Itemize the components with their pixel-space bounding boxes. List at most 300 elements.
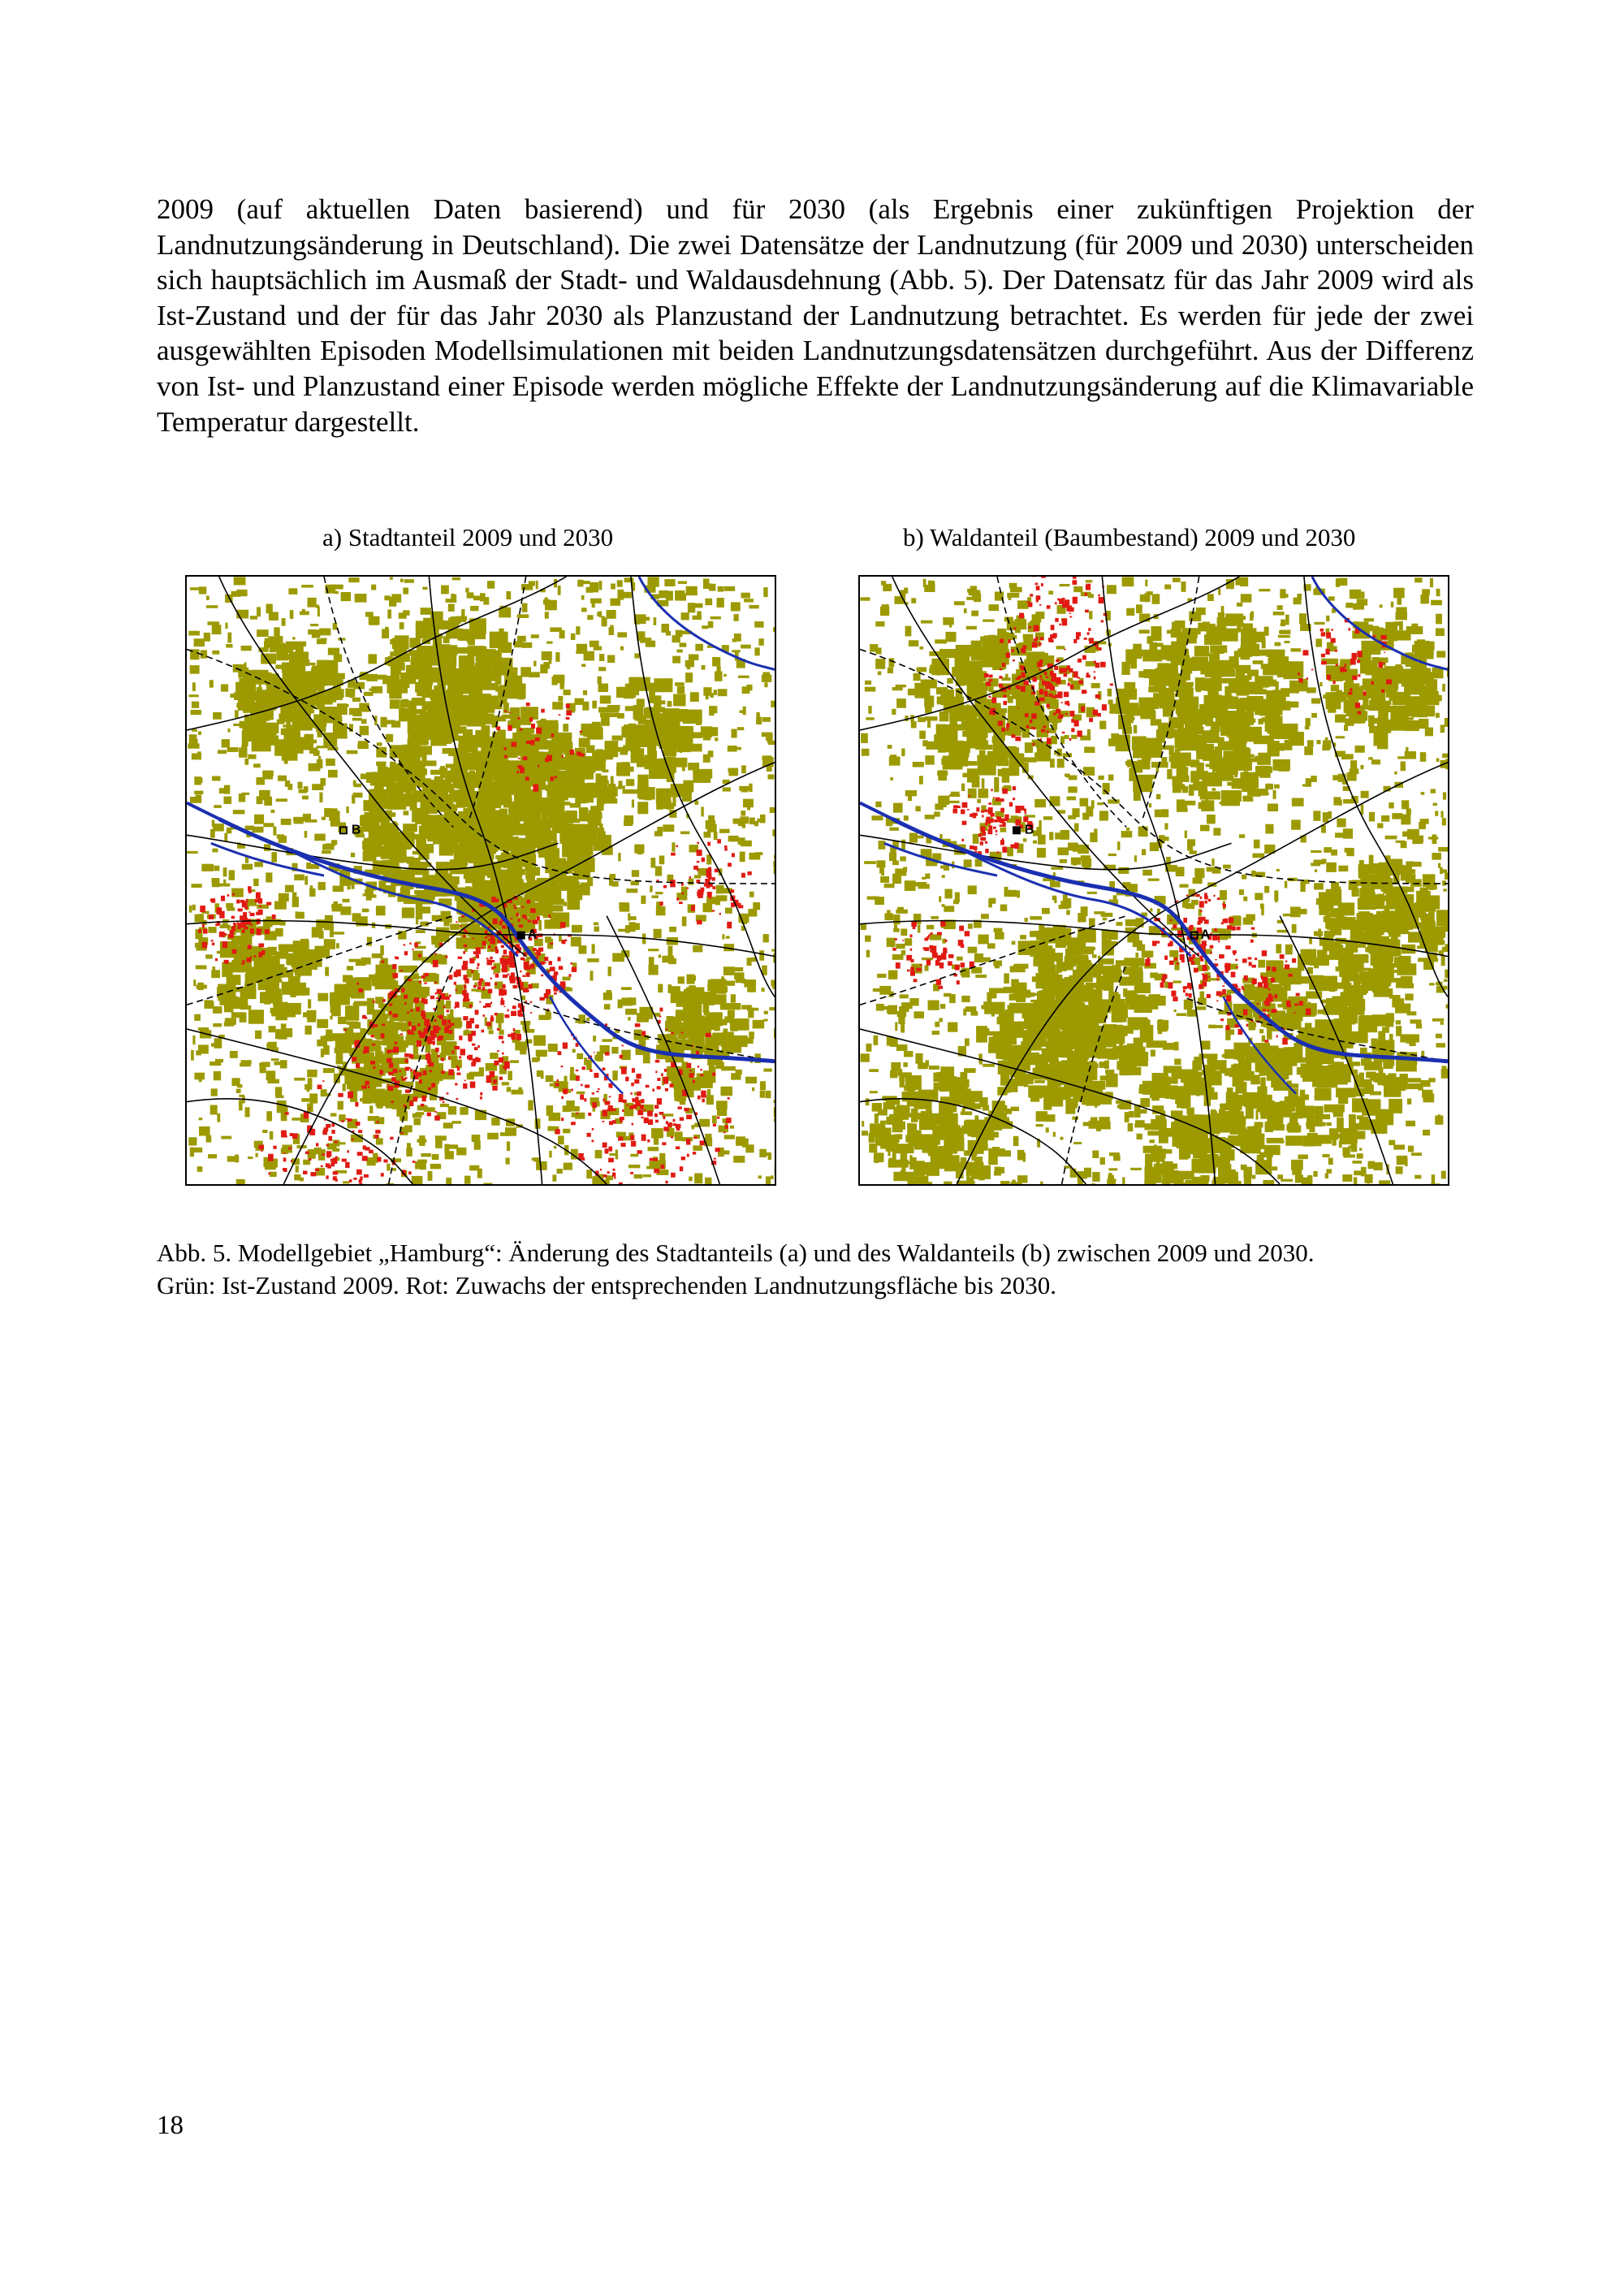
- land-patch: [758, 1175, 762, 1178]
- increase-patch: [404, 995, 408, 999]
- land-patch: [957, 957, 963, 961]
- land-patch: [416, 1176, 418, 1179]
- increase-patch: [698, 1096, 701, 1100]
- land-patch: [402, 907, 415, 918]
- land-patch: [386, 734, 393, 742]
- land-patch: [558, 1135, 564, 1144]
- land-patch: [617, 713, 624, 719]
- land-patch: [651, 1128, 663, 1138]
- increase-patch: [303, 1170, 307, 1174]
- land-patch: [740, 816, 749, 824]
- land-patch: [870, 1091, 878, 1093]
- land-patch: [378, 765, 386, 770]
- land-patch: [306, 863, 311, 869]
- increase-patch: [404, 1105, 406, 1108]
- land-patch: [928, 1001, 939, 1010]
- land-patch: [896, 685, 906, 687]
- land-patch: [741, 593, 750, 599]
- land-patch: [741, 811, 745, 815]
- land-patch: [317, 638, 326, 644]
- land-patch: [416, 919, 418, 924]
- increase-patch: [410, 1069, 412, 1072]
- land-patch: [528, 1100, 533, 1111]
- land-patch: [296, 988, 309, 996]
- increase-patch: [572, 967, 577, 972]
- increase-patch: [506, 955, 508, 957]
- land-patch: [491, 662, 498, 678]
- increase-patch: [523, 756, 528, 760]
- marker-label-b: B: [351, 823, 361, 837]
- land-patch: [241, 746, 247, 754]
- increase-patch: [344, 1029, 347, 1031]
- increase-patch: [530, 963, 534, 968]
- land-patch: [594, 927, 599, 932]
- land-patch: [971, 611, 978, 616]
- land-patch: [733, 614, 738, 621]
- increase-patch: [492, 1086, 497, 1091]
- land-patch: [312, 784, 323, 790]
- land-patch: [731, 994, 736, 1002]
- increase-patch: [288, 1148, 292, 1150]
- increase-patch: [664, 1069, 667, 1072]
- increase-patch: [516, 913, 520, 916]
- land-patch: [431, 655, 451, 665]
- increase-patch: [504, 711, 507, 712]
- land-patch: [391, 685, 400, 698]
- increase-patch: [410, 1010, 412, 1012]
- land-patch: [771, 701, 775, 707]
- land-patch: [1000, 1181, 1009, 1184]
- increase-patch: [408, 1031, 413, 1035]
- land-patch: [349, 708, 361, 716]
- land-patch: [369, 616, 380, 625]
- land-patch: [507, 1087, 511, 1092]
- increase-patch: [459, 1056, 461, 1058]
- increase-patch: [576, 1070, 578, 1071]
- land-patch: [217, 1113, 220, 1122]
- land-patch: [443, 783, 450, 792]
- land-patch: [351, 853, 355, 858]
- land-patch: [710, 616, 721, 620]
- land-patch: [1411, 1152, 1422, 1156]
- land-patch: [695, 644, 703, 651]
- increase-patch: [530, 1001, 533, 1003]
- increase-patch: [464, 975, 468, 980]
- land-patch: [192, 682, 196, 691]
- increase-patch: [449, 975, 453, 979]
- land-patch: [689, 985, 696, 995]
- land-patch: [638, 728, 653, 741]
- increase-patch: [330, 1161, 335, 1166]
- land-patch: [483, 815, 495, 822]
- land-patch: [490, 632, 508, 648]
- increase-patch: [676, 897, 679, 900]
- land-patch: [774, 1107, 775, 1117]
- land-patch: [231, 889, 244, 897]
- land-patch: [463, 729, 473, 739]
- increase-patch: [700, 1140, 705, 1145]
- increase-patch: [507, 958, 512, 965]
- land-patch: [889, 828, 899, 831]
- land-patch: [637, 698, 645, 707]
- increase-patch: [554, 776, 556, 778]
- increase-patch: [246, 919, 251, 924]
- land-patch: [241, 646, 252, 651]
- increase-patch: [495, 1013, 498, 1015]
- land-patch: [1030, 916, 1042, 919]
- land-patch: [915, 1053, 922, 1064]
- land-patch: [1213, 828, 1220, 835]
- increase-patch: [395, 957, 399, 959]
- increase-patch: [592, 1139, 594, 1142]
- increase-patch: [456, 989, 457, 992]
- land-patch: [611, 1047, 618, 1053]
- increase-patch: [346, 1118, 348, 1120]
- increase-patch: [691, 906, 695, 910]
- land-patch: [467, 592, 474, 598]
- land-patch: [1230, 1029, 1234, 1035]
- increase-patch: [503, 747, 506, 750]
- land-patch: [223, 867, 227, 876]
- increase-patch: [638, 1104, 640, 1106]
- increase-patch: [283, 1152, 285, 1154]
- increase-patch: [558, 1051, 562, 1055]
- increase-patch: [523, 958, 525, 961]
- land-patch: [1134, 855, 1137, 862]
- increase-patch: [374, 1024, 378, 1027]
- land-patch: [612, 1070, 617, 1080]
- marker-label-a: A: [527, 927, 538, 942]
- land-patch: [626, 779, 634, 786]
- land-patch: [231, 1078, 240, 1086]
- increase-patch: [495, 974, 499, 978]
- increase-patch: [577, 1113, 578, 1115]
- increase-patch: [631, 1141, 636, 1147]
- increase-patch: [490, 1017, 495, 1022]
- land-patch: [733, 1156, 745, 1163]
- land-patch: [594, 922, 598, 925]
- land-patch: [194, 776, 201, 785]
- land-patch: [965, 1038, 970, 1045]
- increase-patch: [404, 1002, 406, 1005]
- land-patch: [1252, 854, 1264, 858]
- land-patch: [1263, 1180, 1274, 1184]
- land-patch: [316, 919, 325, 928]
- increase-patch: [246, 958, 251, 962]
- increase-patch: [356, 1063, 360, 1068]
- increase-patch: [437, 1055, 439, 1057]
- land-patch: [533, 1157, 540, 1161]
- land-patch: [719, 829, 730, 833]
- land-patch: [309, 889, 315, 897]
- increase-patch: [401, 1132, 404, 1134]
- land-patch: [635, 923, 640, 930]
- land-patch: [288, 588, 297, 595]
- land-patch: [889, 658, 895, 667]
- land-patch: [551, 602, 556, 608]
- increase-patch: [455, 1046, 460, 1049]
- land-patch: [720, 1087, 732, 1096]
- land-patch: [333, 724, 348, 739]
- increase-patch: [602, 1067, 605, 1070]
- land-patch: [630, 1154, 638, 1157]
- land-patch: [741, 765, 746, 773]
- land-patch: [503, 842, 522, 851]
- land-patch: [577, 1092, 585, 1094]
- land-patch: [360, 726, 369, 736]
- land-patch: [307, 598, 316, 608]
- land-patch: [440, 835, 446, 850]
- land-patch: [736, 1136, 745, 1146]
- land-patch: [1190, 850, 1197, 854]
- land-patch: [1391, 602, 1393, 608]
- land-patch: [375, 997, 383, 1004]
- increase-patch: [322, 1131, 327, 1135]
- increase-patch: [707, 842, 710, 846]
- land-patch: [552, 1174, 556, 1181]
- land-patch: [517, 636, 526, 642]
- land-patch: [738, 676, 749, 678]
- land-patch: [520, 1046, 526, 1055]
- land-patch: [1136, 604, 1142, 613]
- increase-patch: [537, 949, 541, 956]
- land-patch: [187, 851, 198, 854]
- increase-patch: [660, 902, 663, 906]
- increase-patch: [679, 902, 683, 904]
- land-patch: [712, 657, 720, 667]
- land-patch: [921, 620, 932, 624]
- land-patch: [618, 929, 628, 932]
- land-patch: [1164, 585, 1171, 590]
- land-patch: [420, 712, 430, 725]
- increase-patch: [243, 912, 247, 918]
- land-patch: [1396, 607, 1406, 614]
- land-patch: [1167, 769, 1172, 779]
- increase-patch: [614, 1177, 615, 1179]
- land-patch: [219, 788, 225, 793]
- land-patch: [596, 776, 608, 787]
- increase-patch: [443, 1006, 446, 1008]
- increase-patch: [495, 966, 496, 968]
- land-patch: [189, 734, 197, 745]
- land-patch: [1335, 832, 1343, 837]
- land-patch: [597, 1052, 603, 1062]
- land-patch: [262, 771, 273, 780]
- land-patch: [774, 1118, 775, 1122]
- land-patch: [1098, 776, 1104, 780]
- increase-patch: [437, 989, 443, 994]
- land-patch: [263, 823, 274, 827]
- land-patch: [222, 739, 230, 747]
- land-patch: [278, 776, 287, 781]
- land-patch: [875, 659, 885, 669]
- increase-patch: [472, 1044, 475, 1046]
- increase-patch: [255, 899, 259, 902]
- land-patch: [500, 1132, 511, 1136]
- increase-patch: [503, 1006, 505, 1007]
- land-patch: [193, 979, 196, 986]
- land-patch: [632, 799, 634, 807]
- land-patch: [326, 759, 335, 766]
- increase-patch: [504, 1014, 507, 1017]
- land-patch: [302, 609, 305, 614]
- increase-patch: [462, 965, 467, 970]
- increase-patch: [388, 1086, 394, 1091]
- land-patch: [307, 1070, 317, 1077]
- land-patch: [328, 770, 338, 778]
- land-patch: [324, 808, 331, 817]
- land-patch: [487, 581, 495, 589]
- land-patch: [446, 599, 457, 603]
- increase-patch: [258, 943, 264, 947]
- increase-patch: [698, 893, 703, 898]
- increase-patch: [449, 1030, 453, 1034]
- increase-patch: [659, 1112, 664, 1115]
- land-patch: [308, 629, 317, 634]
- increase-patch: [479, 979, 483, 982]
- land-patch: [387, 1164, 390, 1171]
- land-patch: [509, 869, 525, 875]
- land-patch: [281, 819, 292, 825]
- land-patch: [667, 701, 672, 707]
- increase-patch: [663, 1126, 669, 1131]
- increase-patch: [670, 1083, 674, 1087]
- land-patch: [255, 1031, 261, 1039]
- land-patch: [190, 665, 200, 674]
- land-patch: [275, 1087, 282, 1096]
- land-patch: [1441, 1171, 1446, 1179]
- increase-patch: [560, 981, 566, 987]
- land-patch: [862, 1121, 864, 1126]
- increase-patch: [381, 1033, 385, 1038]
- land-patch: [309, 763, 321, 772]
- land-patch: [584, 651, 594, 661]
- increase-patch: [417, 1040, 421, 1047]
- increase-patch: [502, 989, 505, 992]
- increase-patch: [686, 1114, 692, 1119]
- land-patch: [348, 886, 351, 890]
- increase-patch: [571, 1122, 576, 1125]
- land-patch: [696, 718, 702, 725]
- increase-patch: [468, 1036, 472, 1041]
- land-patch: [266, 988, 279, 1000]
- land-patch: [453, 756, 469, 769]
- land-patch: [212, 819, 215, 826]
- land-patch: [512, 1090, 524, 1095]
- land-patch: [558, 586, 561, 595]
- land-patch: [1149, 803, 1151, 807]
- land-patch: [637, 802, 648, 814]
- land-patch: [404, 579, 414, 583]
- land-patch: [726, 936, 730, 938]
- increase-patch: [663, 1077, 669, 1084]
- land-patch: [968, 885, 977, 894]
- land-patch: [476, 868, 482, 883]
- increase-patch: [435, 1048, 439, 1052]
- increase-patch: [360, 1176, 362, 1180]
- land-patch: [1259, 1029, 1263, 1033]
- land-patch: [285, 885, 294, 893]
- land-patch: [367, 937, 372, 946]
- increase-patch: [727, 922, 732, 928]
- land-patch: [1099, 811, 1108, 820]
- land-patch: [659, 954, 661, 958]
- increase-patch: [626, 1105, 628, 1106]
- land-patch: [1396, 1166, 1403, 1174]
- land-patch: [898, 1016, 905, 1024]
- increase-patch: [586, 1133, 590, 1137]
- increase-patch: [538, 765, 539, 767]
- land-patch: [705, 1178, 711, 1184]
- increase-patch: [486, 1022, 491, 1026]
- increase-patch: [712, 1073, 715, 1076]
- increase-patch: [421, 1104, 425, 1106]
- land-patch: [194, 638, 205, 646]
- land-patch: [592, 701, 597, 709]
- increase-patch: [687, 1154, 689, 1157]
- increase-patch: [232, 949, 236, 954]
- land-patch: [633, 705, 644, 720]
- increase-patch: [502, 1053, 504, 1055]
- land-patch: [1138, 827, 1148, 837]
- land-patch: [1040, 1182, 1043, 1184]
- increase-patch: [474, 1047, 477, 1050]
- increase-patch: [641, 1117, 643, 1118]
- increase-patch: [371, 1035, 374, 1037]
- land-patch: [266, 1070, 276, 1080]
- increase-patch: [608, 1147, 612, 1152]
- increase-patch: [596, 1091, 598, 1092]
- land-patch: [421, 608, 431, 615]
- increase-patch: [238, 909, 243, 912]
- land-patch: [901, 1024, 905, 1033]
- land-patch: [390, 577, 393, 579]
- land-patch: [1307, 1175, 1312, 1183]
- increase-patch: [477, 987, 482, 990]
- land-patch: [658, 984, 663, 993]
- land-patch: [900, 1081, 905, 1087]
- land-patch: [905, 938, 912, 945]
- increase-patch: [569, 974, 572, 976]
- increase-patch: [377, 1157, 381, 1161]
- land-patch: [338, 1101, 343, 1110]
- increase-patch: [499, 1077, 503, 1080]
- land-patch: [362, 909, 369, 912]
- land-patch: [913, 762, 924, 767]
- increase-patch: [665, 1181, 667, 1183]
- increase-patch: [375, 1135, 379, 1139]
- increase-patch: [389, 1065, 391, 1068]
- increase-patch: [605, 1148, 609, 1153]
- land-patch: [549, 658, 552, 664]
- land-patch: [434, 685, 439, 690]
- land-patch: [687, 1011, 699, 1025]
- land-patch: [296, 911, 298, 918]
- increase-patch: [363, 1145, 366, 1149]
- increase-patch: [519, 924, 523, 927]
- increase-patch: [342, 1121, 343, 1122]
- land-patch: [387, 609, 391, 618]
- land-patch: [1371, 759, 1380, 764]
- land-patch: [604, 1004, 610, 1010]
- increase-patch: [462, 990, 466, 996]
- increase-patch: [485, 931, 488, 934]
- land-patch: [240, 1063, 251, 1066]
- increase-patch: [671, 1136, 673, 1138]
- land-patch: [1265, 824, 1273, 834]
- land-patch: [430, 770, 440, 775]
- land-patch: [1323, 812, 1328, 823]
